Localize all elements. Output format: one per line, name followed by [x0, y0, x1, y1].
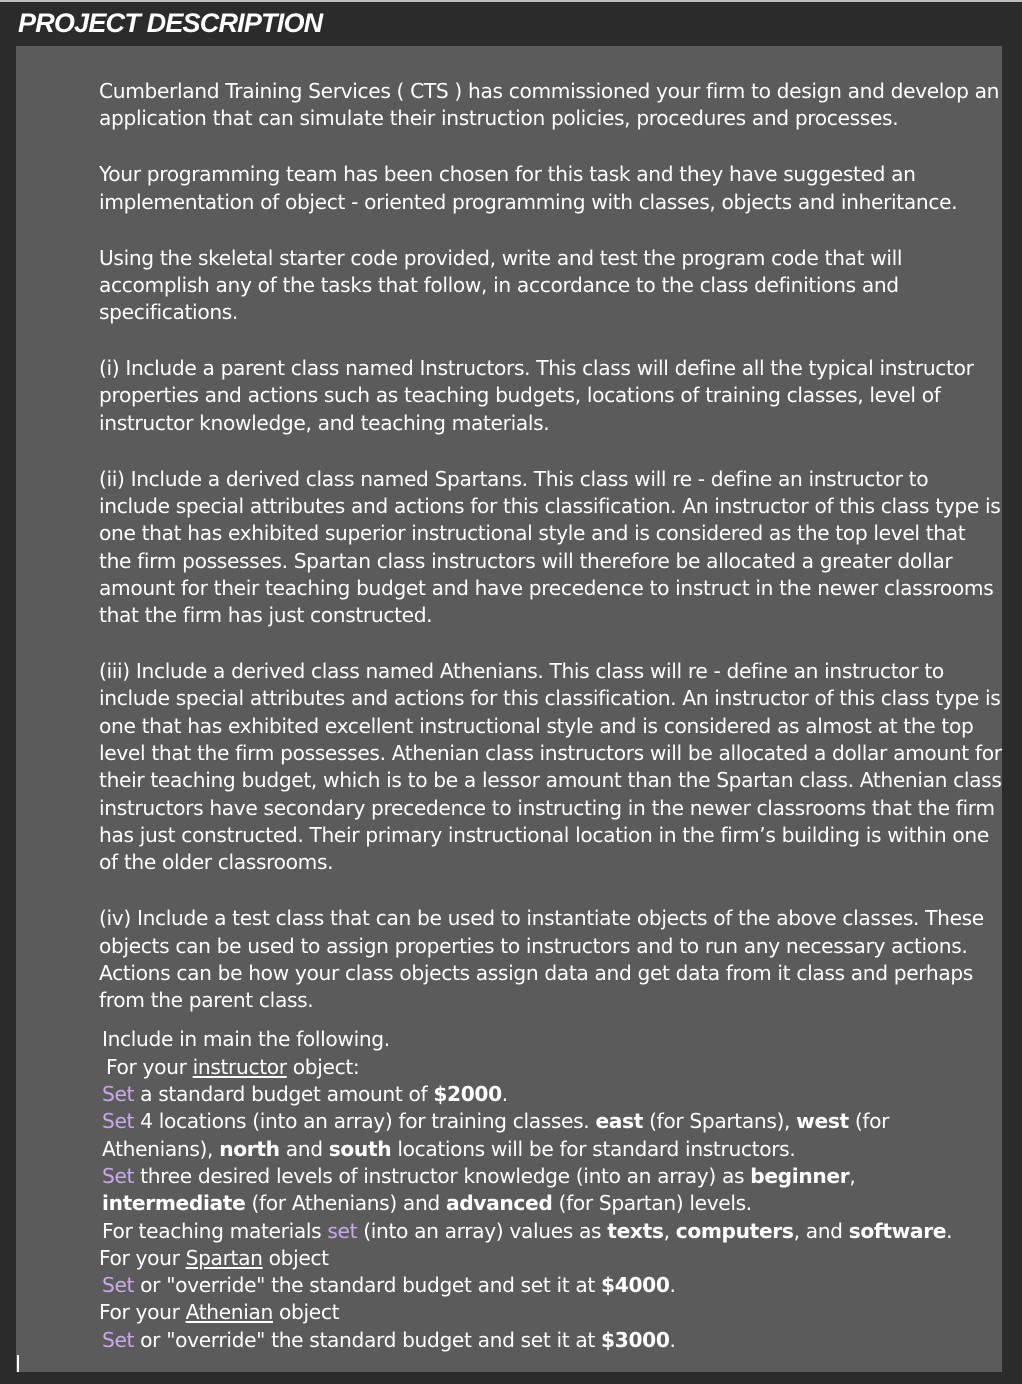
paragraph-task-ii: (ii) Include a derived class named Spartans. This class will re - define an instructor to include special attributes and actions for this classification. An instructor of this class type is one that has exhibited superior instructional style and is considered as the top level that the firm possesses. Spartan class instructors will therefore be allocated a greater dollar amount for their teaching budget and have precedence to instruct in the newer classrooms that the firm has just constructed.	[99, 466, 1001, 628]
text-cursor	[17, 1355, 19, 1372]
list-materials-line: For teaching materials set (into an array) values as texts, computers, and software.	[102, 1218, 953, 1243]
set-keyword: Set	[102, 1109, 135, 1134]
set-keyword: set	[327, 1218, 358, 1243]
list-levels-line: Set three desired levels of instructor knowledge (into an array) as beginner, intermediate (for Athenians) and advanced (for Spartan) levels.	[102, 1163, 856, 1216]
set-keyword: Set	[102, 1327, 135, 1352]
spartan-link-text: Spartan	[185, 1245, 263, 1270]
budget-value: $2000	[433, 1082, 502, 1107]
set-keyword: Set	[102, 1163, 135, 1188]
list-locations-line: Set 4 locations (into an array) for training classes. east (for Spartans), west (for Athenians), north and south locations will be for standard instructors.	[102, 1109, 890, 1161]
list-spartan-heading: For your Spartan object	[99, 1245, 329, 1270]
athenian-budget-value: $3000	[601, 1327, 670, 1352]
set-keyword: Set	[102, 1082, 135, 1107]
list-budget-line: Set a standard budget amount of $2000.	[102, 1082, 508, 1107]
paragraph-intro: Cumberland Training Services ( CTS ) has commissioned your firm to design and develop an application that can simulate their instruction policies, procedures and processes.	[99, 79, 1000, 131]
set-keyword: Set	[102, 1273, 135, 1298]
paragraph-team: Your programming team has been chosen for this task and they have suggested an implementation of object - oriented programming with classes, objects and inheritance.	[99, 162, 958, 214]
spartan-budget-value: $4000	[601, 1273, 670, 1298]
section-title: PROJECT DESCRIPTION	[18, 8, 323, 38]
list-instructor-heading: For your instructor object:	[106, 1054, 360, 1079]
athenian-link-text: Athenian	[185, 1300, 273, 1325]
list-spartan-budget-line: Set or "override" the standard budget and set it at $4000.	[102, 1273, 676, 1298]
list-athenian-heading: For your Athenian object	[99, 1300, 340, 1325]
paragraph-starter-code: Using the skeletal starter code provided, write and test the program code that will accomplish any of the tasks that follow, in accordance to the class definitions and specifications.	[99, 245, 903, 325]
main-requirements-list	[99, 1026, 1002, 1354]
list-athenian-budget-line: Set or "override" the standard budget and set it at $3000.	[102, 1327, 676, 1352]
paragraph-task-i: (i) Include a parent class named Instructors. This class will define all the typical instructor properties and actions such as teaching budgets, locations of training classes, level of instructor knowledge, and teaching materials.	[99, 356, 974, 435]
instructor-link-text: instructor	[192, 1054, 287, 1079]
paragraph-task-iii: (iii) Include a derived class named Athenians. This class will re - define an instructor to include special attributes and actions for this classification. An instructor of this class type is one that has exhibited excellent instructional style and is considered as almost at the top level that the firm possesses. Athenian class instructors will be allocated a dollar amount for their teaching budget, which is to be a lessor amount than the Spartan class. Athenian class instructors have secondary precedence to instructing in the newer classrooms that the firm has just constructed. Their primary instructional location in the firm’s building is within one of the older classrooms.	[99, 659, 1002, 875]
section-header	[0, 2, 1022, 44]
description-content	[99, 78, 1002, 1354]
paragraph-task-iv: (iv) Include a test class that can be used to instantiate objects of the above classes. These objects can be used to assign properties to instructors and to run any necessary actions. Actions can be how your class objects assign data and get data from it class and perhaps from the parent class.	[99, 906, 984, 1013]
list-intro: Include in main the following.	[102, 1027, 390, 1052]
